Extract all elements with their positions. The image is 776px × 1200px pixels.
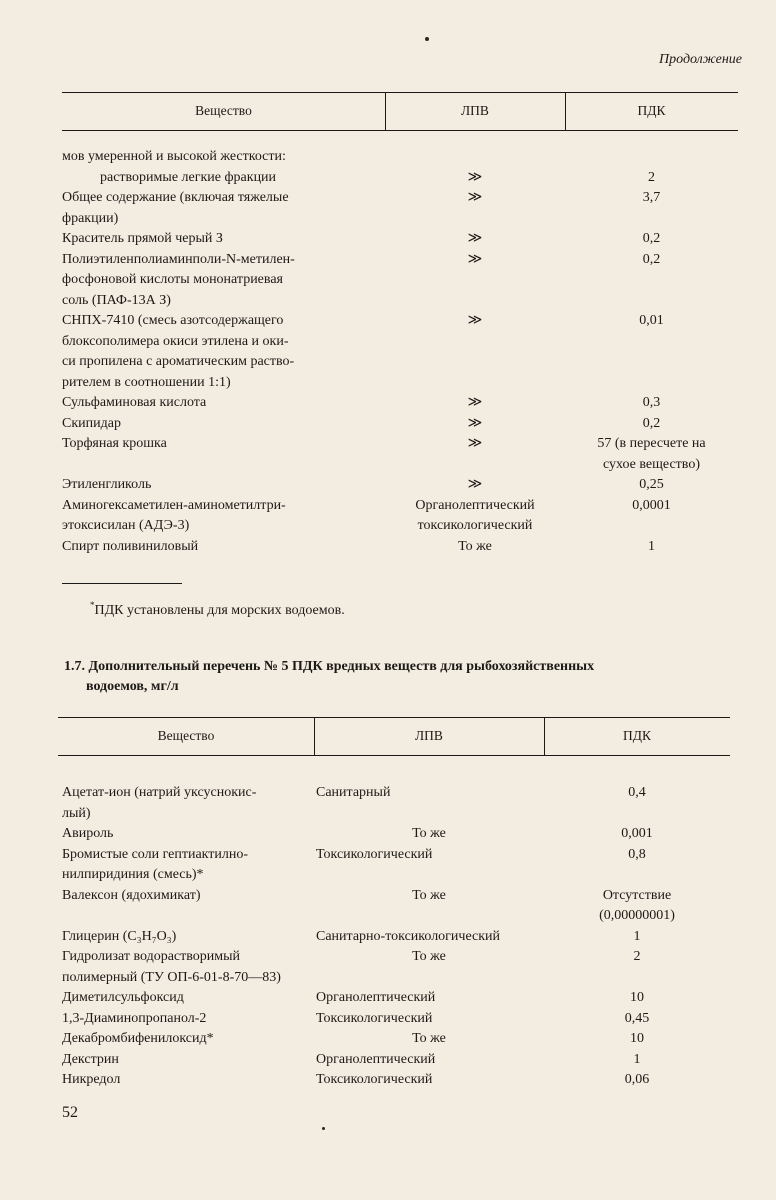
table1-substance-line: Краситель прямой черый З: [62, 231, 223, 246]
footnote: [90, 600, 345, 619]
table1-substance-line: фосфоновой кислоты мононатриевая: [62, 272, 283, 287]
table2-lpv: То же: [412, 949, 446, 964]
table2-substance-line: Валексон (ядохимикат): [62, 887, 201, 903]
table2-substance-line: нилпиридиния (смесь)*: [62, 867, 204, 882]
table1-lpv: ≫: [467, 190, 483, 205]
table1-pdk: 0,01: [639, 313, 664, 328]
table1-substance-line: фракции): [62, 210, 119, 226]
table2-pdk: 0,8: [628, 846, 646, 862]
table2-substance-line: Бромистые соли гептиактилно-: [62, 846, 249, 862]
table2-lpv: Токсикологический: [316, 846, 433, 862]
section-title: [64, 657, 704, 697]
table1-lpv: ≫: [467, 251, 483, 267]
table2-col-substance: Вещество: [157, 728, 215, 743]
section-title-line-2: водоемов, мг/л: [86, 679, 179, 694]
table2-pdk: 0,06: [624, 1072, 650, 1087]
table2-pdk: 10: [630, 990, 644, 1005]
table1-lpv: ≫: [467, 436, 483, 451]
table2-header-rule: [58, 755, 730, 756]
table1-substance-line: Скипидар: [62, 415, 121, 431]
table2-substance-line: Диметилсульфоксид: [62, 990, 184, 1005]
section-title-line-1: 1.7. Дополнительный перечень № 5 ПДК вредных веществ для рыбохозяйственных: [64, 659, 595, 674]
table1-col-substance: Вещество: [195, 103, 252, 118]
table1-lpv: токсикологический: [417, 518, 533, 533]
table2-pdk: 1: [633, 928, 641, 944]
table1-substance-line: Аминогексаметилен-аминометилтри-: [62, 497, 286, 513]
speck: [425, 37, 429, 41]
table1-pdk: 0,0001: [632, 497, 671, 513]
table2-pdk: Отсутствие: [602, 887, 672, 903]
table1-lpv: ≫: [467, 415, 483, 431]
footnote-mark: *: [90, 600, 95, 610]
table2-substance-line: полимерный (ТУ ОП-6-01-8-70—83): [62, 969, 281, 985]
table2-col-pdk: ПДК: [623, 728, 651, 743]
table2-pdk: 0,4: [628, 785, 646, 800]
table1-substance-line: мов умеренной и высокой жесткости:: [62, 149, 286, 164]
table2-top-rule: [58, 717, 730, 718]
table1-substance-line: Этиленгликоль: [62, 477, 152, 492]
page-number: 52: [62, 1104, 78, 1121]
table1-header-rule: [62, 130, 738, 131]
table1-substance-line: рителем в соотношении 1:1): [62, 374, 231, 390]
table1-lpv: Органолептический: [415, 497, 535, 513]
table2-lpv: Токсикологический: [316, 1010, 433, 1026]
table2-substance-line: Авироль: [62, 826, 114, 841]
table1-substance-line: блоксополимера окиси этилена и оки-: [62, 333, 289, 349]
table1-pdk: 0,2: [642, 415, 661, 431]
table2-substance-line: Ацетат-ион (натрий уксуснокис-: [62, 785, 257, 800]
table1-substance-line: соль (ПАФ-13А З): [62, 292, 171, 308]
continuation-label: Продолжение: [659, 52, 742, 67]
table1-substance-line: СНПХ-7410 (смесь азотсодержащего: [62, 313, 284, 328]
table2-lpv: То же: [412, 826, 446, 841]
table1-lpv: То же: [458, 538, 492, 554]
table2-lpv: То же: [412, 887, 446, 903]
table2-substance-line: Никредол: [62, 1072, 121, 1087]
table1-substance-line: этоксисилан (АДЭ-3): [62, 518, 190, 533]
table1-pdk: 0,2: [642, 231, 661, 246]
table2-substance-line: 1,3-Диаминопропанол-2: [62, 1010, 207, 1026]
table1-top-rule: [62, 92, 738, 93]
table1-substance-line: Общее содержание (включая тяжелые: [62, 190, 289, 205]
table2-lpv: Органолептический: [316, 990, 436, 1005]
table1-pdk: 0,25: [639, 477, 664, 492]
table1-lpv: ≫: [467, 395, 483, 410]
table1-pdk: сухое вещество): [603, 456, 700, 472]
table2-lpv: Токсикологический: [316, 1072, 433, 1087]
table2-col-lpv: ЛПВ: [415, 728, 443, 743]
table2-lpv: Органолептический: [316, 1051, 436, 1067]
table2-pdk: 0,001: [621, 826, 653, 841]
table1-lpv: ≫: [467, 313, 483, 328]
table2-lpv: Санитарно-токсикологический: [316, 928, 501, 944]
table1-pdk: 0,2: [642, 251, 661, 267]
table1-substance-line: Спирт поливиниловый: [62, 538, 199, 554]
table1-col-lpv: ЛПВ: [461, 103, 489, 118]
table2-substance-line: Гидролизат водорастворимый: [62, 949, 241, 964]
table2-substance-line: Глицерин (C₃H₇O₃): [62, 928, 177, 944]
table1-pdk: 0,3: [642, 395, 661, 410]
table1-substance-line: си пропилена с ароматическим раство-: [62, 354, 295, 369]
table2-pdk: 1: [633, 1051, 641, 1067]
table2-pdk: (0,00000001): [599, 908, 675, 923]
table1-pdk: 3,7: [642, 190, 661, 205]
table1-substance-line: растворимые легкие фракции: [100, 169, 277, 185]
table1-lpv: ≫: [467, 477, 483, 492]
table1-col-pdk: ПДК: [637, 103, 666, 118]
table2-substance-line: Декабромбифенилоксид*: [62, 1031, 214, 1046]
table2-pdk: 10: [630, 1031, 644, 1046]
footnote-text: ПДК установлены для морских водоемов.: [94, 603, 345, 618]
table1-pdk: 2: [648, 169, 655, 185]
table1-pdk: 57 (в пересчете на: [597, 436, 706, 451]
table1-substance-line: Торфяная крошка: [62, 436, 167, 451]
table1-substance-line: Полиэтиленполиаминполи-N-метилен-: [62, 251, 295, 267]
table2-pdk: 0,45: [624, 1010, 650, 1026]
table2-pdk: 2: [633, 949, 641, 964]
table1-lpv: ≫: [467, 169, 483, 185]
table1-substance-line: Сульфаминовая кислота: [62, 395, 207, 410]
table2-substance-line: лый): [62, 805, 91, 821]
table1-pdk: 1: [648, 538, 655, 554]
table2-lpv: Санитарный: [316, 785, 391, 800]
speck: [322, 1127, 325, 1130]
table1-lpv: ≫: [467, 231, 483, 246]
table2-substance-line: Декстрин: [62, 1051, 119, 1067]
footnote-rule: [62, 583, 182, 584]
table2-lpv: То же: [412, 1031, 446, 1046]
